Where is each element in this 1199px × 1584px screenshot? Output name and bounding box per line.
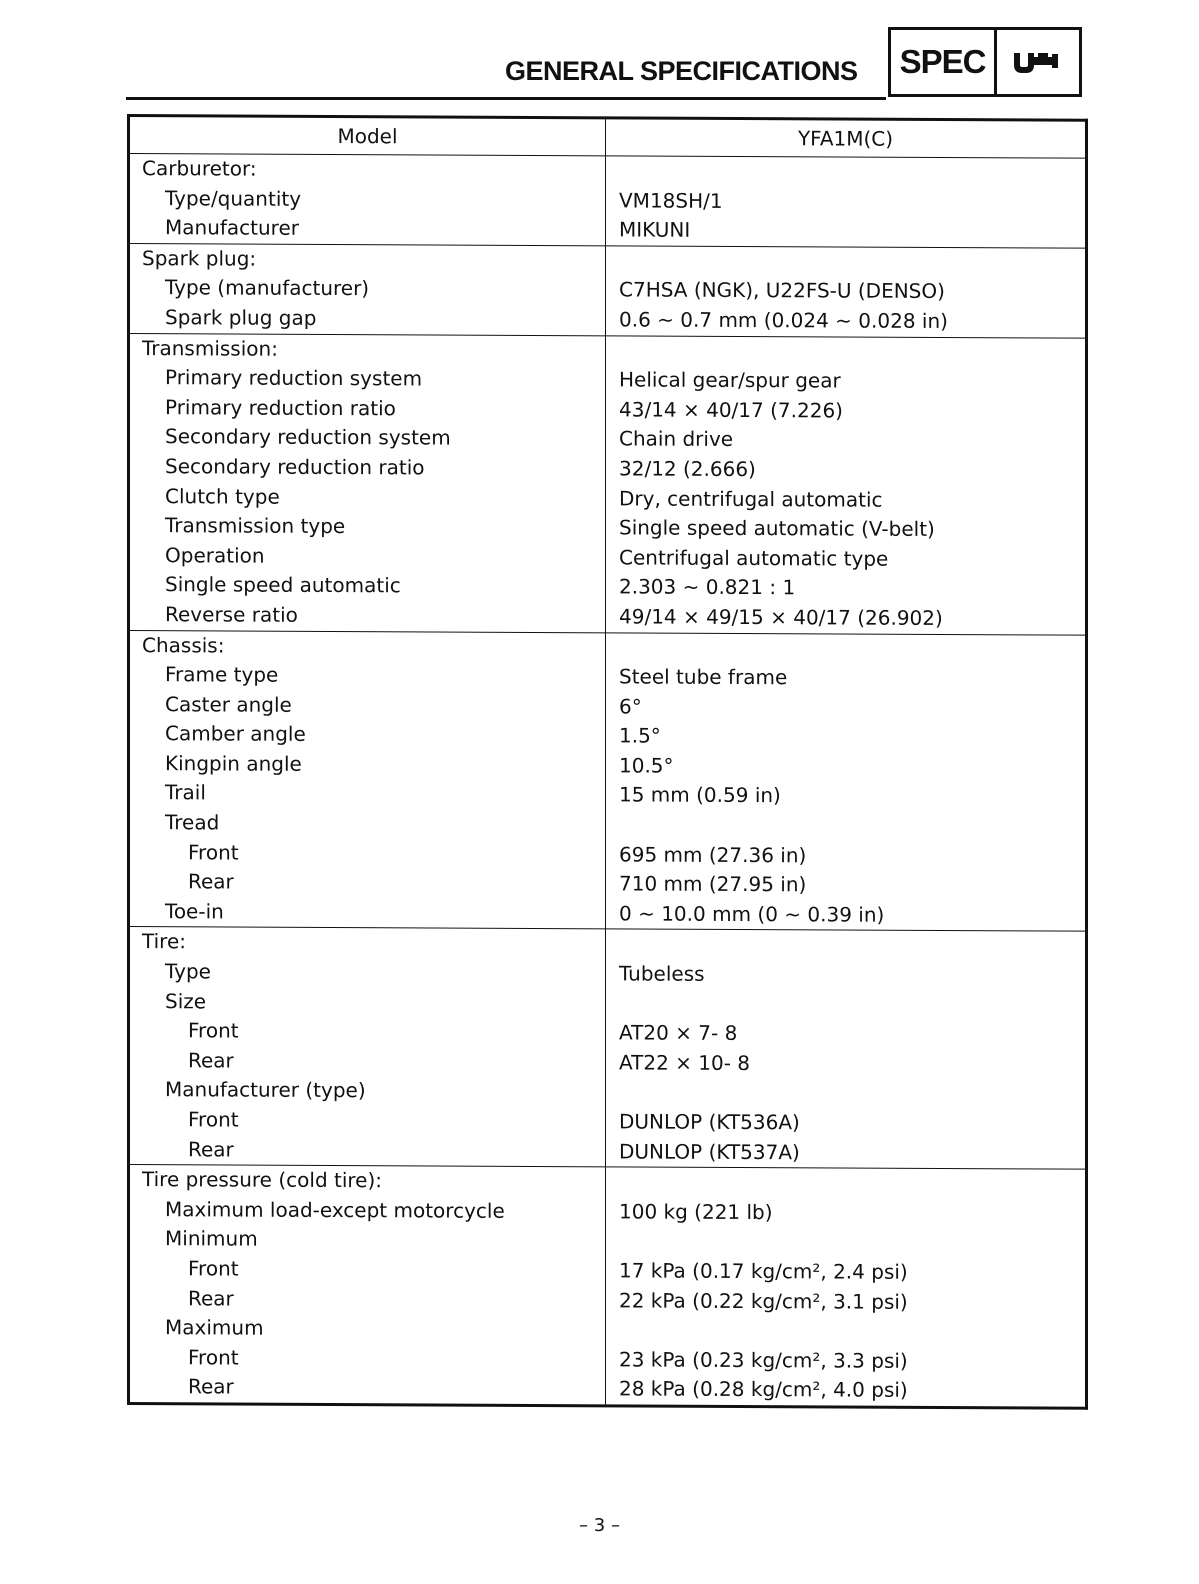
spec-value — [619, 1316, 1085, 1348]
spec-value: Helical gear/spur gear — [619, 367, 841, 393]
section-title: Chassis: — [142, 632, 225, 657]
spec-label: Reverse ratio — [165, 602, 298, 627]
spec-value: Tubeless — [619, 961, 705, 986]
section-title: Transmission: — [142, 335, 278, 361]
spec-label: Type/quantity — [165, 185, 302, 211]
spec-value: Dry, centrifugal automatic — [619, 485, 883, 512]
model-value: YFA1M(C) — [606, 118, 1087, 158]
section-badge — [888, 27, 1082, 97]
spec-label: Front — [188, 839, 239, 865]
spec-table — [127, 114, 1088, 1410]
spec-label: Rear — [188, 1136, 234, 1162]
section-title-spacer — [619, 336, 1085, 368]
spec-value — [619, 989, 1085, 1021]
section-labels — [129, 1165, 606, 1406]
spec-value: AT22 × 10- 8 — [619, 1050, 751, 1075]
spec-label: Transmission type — [165, 513, 346, 539]
spec-label: Tread — [165, 810, 220, 835]
spec-badge-label: SPEC — [891, 30, 997, 94]
spec-value: 0 ~ 10.0 mm (0 ~ 0.39 in) — [619, 901, 885, 927]
spec-label: Type (manufacturer) — [165, 275, 370, 301]
spec-value: 0.6 ~ 0.7 mm (0.024 ~ 0.028 in) — [619, 307, 948, 333]
spec-value — [619, 1227, 1085, 1259]
spec-section-row — [129, 154, 1087, 248]
model-header: Model — [129, 116, 606, 156]
spec-label: Rear — [188, 1285, 234, 1311]
spec-value: Chain drive — [619, 426, 734, 452]
spec-label: Spark plug gap — [165, 305, 317, 330]
spec-value: 6° — [619, 694, 642, 719]
spec-label: Frame type — [165, 662, 279, 687]
spec-value: 15 mm (0.59 in) — [619, 782, 781, 808]
spec-value: AT20 × 7- 8 — [619, 1020, 738, 1046]
spec-value: 695 mm (27.36 in) — [619, 842, 807, 867]
section-title-spacer — [619, 1168, 1085, 1200]
spec-value: 43/14 × 40/17 (7.226) — [619, 397, 843, 423]
title-rule — [126, 97, 886, 100]
spec-value: Steel tube frame — [619, 664, 788, 690]
spec-value: 100 kg (221 lb) — [619, 1199, 773, 1224]
spec-label: Maximum load-except motorcycle — [165, 1196, 505, 1223]
spec-section-row — [129, 927, 1087, 1169]
spec-label: Camber angle — [165, 721, 306, 747]
spec-label: Secondary reduction system — [165, 424, 451, 450]
spec-label: Primary reduction system — [165, 365, 423, 391]
spec-value: MIKUNI — [619, 217, 691, 242]
spec-value: 23 kPa (0.23 kg/cm², 3.3 psi) — [619, 1347, 908, 1373]
spec-label: Clutch type — [165, 483, 280, 509]
spec-value: 1.5° — [619, 723, 661, 748]
section-labels — [129, 333, 606, 632]
section-values — [606, 632, 1087, 931]
section-values — [606, 335, 1087, 634]
spec-label: Front — [188, 1256, 239, 1281]
spec-label: Primary reduction ratio — [165, 394, 396, 421]
spec-value: C7HSA (NGK), U22FS-U (DENSO) — [619, 277, 945, 304]
spec-value: VM18SH/1 — [619, 187, 723, 213]
spec-value — [619, 810, 1085, 842]
section-labels — [129, 243, 606, 335]
page-number: – 3 – — [579, 1515, 620, 1536]
page-title: GENERAL SPECIFICATIONS — [505, 56, 858, 86]
spec-label: Trail — [165, 780, 206, 805]
section-labels — [129, 927, 606, 1167]
spec-value: 2.303 ~ 0.821 : 1 — [619, 574, 796, 600]
spec-label: Size — [165, 988, 207, 1014]
spec-section-row — [129, 630, 1087, 932]
section-title: Tire: — [142, 929, 186, 954]
spec-section-row — [129, 333, 1087, 635]
spec-value: 17 kPa (0.17 kg/cm², 2.4 psi) — [619, 1258, 908, 1284]
section-title: Tire pressure (cold tire): — [142, 1167, 383, 1193]
spec-value: Single speed automatic (V-belt) — [619, 515, 935, 542]
section-values — [606, 246, 1087, 338]
table-header-row — [129, 116, 1087, 159]
spec-label: Operation — [165, 542, 265, 568]
spec-value: 710 mm (27.95 in) — [619, 871, 807, 897]
spec-value: DUNLOP (KT536A) — [619, 1109, 800, 1135]
spec-value: 32/12 (2.666) — [619, 456, 756, 482]
spec-value: 10.5° — [619, 753, 674, 778]
section-title: Spark plug: — [142, 245, 257, 271]
spec-label: Toe-in — [165, 899, 224, 924]
spec-value — [619, 1078, 1085, 1110]
section-title-spacer — [619, 930, 1085, 962]
spec-value: 22 kPa (0.22 kg/cm², 3.1 psi) — [619, 1287, 908, 1314]
spec-value: Centrifugal automatic type — [619, 545, 889, 571]
wrench-icon — [997, 30, 1079, 94]
section-title-spacer — [619, 246, 1085, 278]
spec-value: 28 kPa (0.28 kg/cm², 4.0 psi) — [619, 1376, 908, 1403]
section-title: Carburetor: — [142, 156, 257, 181]
spec-label: Manufacturer — [165, 215, 299, 241]
spec-label: Caster angle — [165, 691, 292, 717]
spec-label: Front — [188, 1345, 239, 1370]
section-title-spacer — [619, 156, 1085, 188]
spec-label: Rear — [188, 1374, 234, 1399]
spec-label: Single speed automatic — [165, 572, 401, 598]
spec-section-row — [129, 1165, 1087, 1408]
spec-label: Secondary reduction ratio — [165, 454, 425, 480]
spec-label: Front — [188, 1107, 239, 1132]
spec-label: Maximum — [165, 1315, 264, 1340]
spec-label: Manufacturer (type) — [165, 1077, 366, 1103]
spec-label: Front — [188, 1018, 239, 1043]
section-labels — [129, 630, 606, 929]
spec-value: 49/14 × 49/15 × 40/17 (26.902) — [619, 604, 943, 630]
spec-table-body — [129, 154, 1087, 1409]
section-title-spacer — [619, 633, 1085, 665]
spec-section-row — [129, 243, 1087, 337]
section-values — [606, 1167, 1087, 1408]
spec-label: Type — [165, 959, 211, 984]
spec-label: Kingpin angle — [165, 751, 302, 776]
spec-label: Rear — [188, 869, 234, 894]
section-values — [606, 156, 1087, 248]
spec-label: Rear — [188, 1048, 234, 1073]
section-labels — [129, 154, 606, 246]
spec-label: Minimum — [165, 1226, 258, 1252]
spec-value: DUNLOP (KT537A) — [619, 1138, 800, 1164]
section-values — [606, 929, 1087, 1169]
